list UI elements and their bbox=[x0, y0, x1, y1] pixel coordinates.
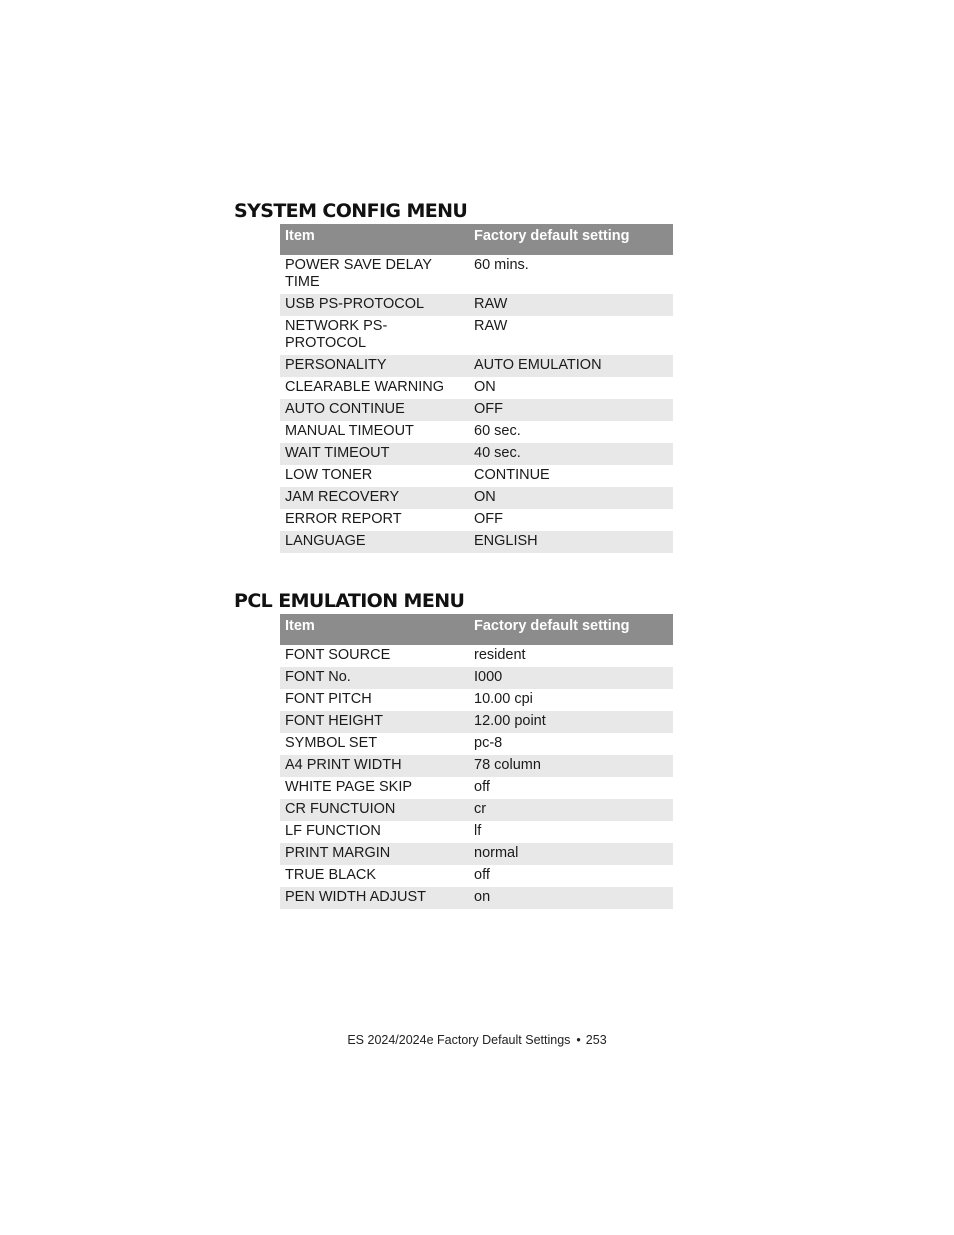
system-config-section bbox=[234, 198, 674, 553]
table-row bbox=[280, 255, 673, 294]
column-header-default: Factory default setting bbox=[469, 614, 673, 645]
setting-value-cell: on bbox=[469, 887, 673, 909]
setting-item-cell: FONT HEIGHT bbox=[280, 711, 469, 733]
setting-value-cell: ON bbox=[474, 379, 496, 395]
table-row bbox=[280, 645, 673, 667]
setting-item-cell: PEN WIDTH ADJUST bbox=[280, 887, 469, 909]
table-row bbox=[280, 377, 673, 399]
setting-value-cell: 60 sec. bbox=[474, 423, 521, 439]
pcl-emulation-section bbox=[234, 588, 674, 909]
table-row bbox=[280, 865, 673, 887]
footer-title: ES 2024/2024e Factory Default Settings bbox=[347, 1033, 571, 1047]
table-row bbox=[280, 316, 673, 355]
table-row bbox=[280, 821, 673, 843]
setting-item-cell: ERROR REPORT bbox=[285, 511, 402, 527]
setting-item-cell: CR FUNCTUION bbox=[280, 799, 469, 821]
column-header-default: Factory default setting bbox=[469, 224, 673, 255]
column-header-item: Item bbox=[280, 614, 469, 645]
table-row bbox=[280, 667, 673, 689]
setting-item-cell: POWER SAVE DELAY TIME bbox=[285, 257, 432, 290]
setting-value-cell: lf bbox=[474, 823, 482, 839]
setting-value-cell: RAW bbox=[474, 318, 508, 334]
table-row bbox=[280, 777, 673, 799]
table-row bbox=[280, 509, 673, 531]
setting-value-cell: cr bbox=[469, 799, 673, 821]
table-row bbox=[280, 755, 673, 777]
setting-value-cell: 78 column bbox=[469, 755, 673, 777]
page-footer bbox=[0, 1033, 954, 1047]
setting-item-cell: FONT SOURCE bbox=[285, 647, 391, 663]
table-row bbox=[280, 799, 673, 821]
setting-value-cell: pc-8 bbox=[474, 735, 503, 751]
setting-item-cell: A4 PRINT WIDTH bbox=[280, 755, 469, 777]
setting-value-cell: 12.00 point bbox=[469, 711, 673, 733]
table-header-row bbox=[280, 224, 673, 255]
setting-value-cell: OFF bbox=[469, 399, 673, 421]
table-row bbox=[280, 421, 673, 443]
table-row bbox=[280, 465, 673, 487]
setting-item-cell: FONT No. bbox=[280, 667, 469, 689]
setting-item-cell: FONT PITCH bbox=[285, 691, 372, 707]
table-row bbox=[280, 689, 673, 711]
setting-item-cell: PRINT MARGIN bbox=[280, 843, 469, 865]
setting-item-cell: CLEARABLE WARNING bbox=[285, 379, 444, 395]
setting-item-cell: NETWORK PS-PROTOCOL bbox=[285, 318, 388, 351]
table-row bbox=[280, 355, 673, 377]
table-row bbox=[280, 399, 673, 421]
setting-item-cell: WHITE PAGE SKIP bbox=[285, 779, 413, 795]
table-row bbox=[280, 531, 673, 553]
setting-value-cell: off bbox=[474, 867, 490, 883]
setting-item-cell: USB PS-PROTOCOL bbox=[280, 294, 469, 316]
setting-item-cell: SYMBOL SET bbox=[285, 735, 378, 751]
setting-item-cell: LANGUAGE bbox=[280, 531, 469, 553]
setting-item-cell: AUTO CONTINUE bbox=[280, 399, 469, 421]
setting-item-cell: JAM RECOVERY bbox=[280, 487, 469, 509]
table-row bbox=[280, 733, 673, 755]
table-row bbox=[280, 887, 673, 909]
system-config-table bbox=[280, 224, 673, 553]
setting-value-cell: RAW bbox=[469, 294, 673, 316]
table-row bbox=[280, 843, 673, 865]
setting-value-cell: 60 mins. bbox=[474, 257, 529, 273]
setting-value-cell: 10.00 cpi bbox=[474, 691, 533, 707]
page-number: 253 bbox=[585, 1033, 607, 1047]
section-title-pcl-emulation: PCL EMULATION MENU bbox=[234, 590, 465, 612]
setting-value-cell: ENGLISH bbox=[469, 531, 673, 553]
setting-item-cell: LOW TONER bbox=[285, 467, 373, 483]
setting-item-cell: PERSONALITY bbox=[280, 355, 469, 377]
setting-value-cell: ON bbox=[469, 487, 673, 509]
section-title-system-config: SYSTEM CONFIG MENU bbox=[234, 200, 468, 222]
setting-value-cell: resident bbox=[474, 647, 526, 663]
setting-item-cell: TRUE BLACK bbox=[285, 867, 377, 883]
setting-value-cell: 40 sec. bbox=[469, 443, 673, 465]
footer-separator: • bbox=[576, 1033, 581, 1047]
setting-item-cell: WAIT TIMEOUT bbox=[280, 443, 469, 465]
column-header-item: Item bbox=[280, 224, 469, 255]
setting-value-cell: I000 bbox=[469, 667, 673, 689]
table-row bbox=[280, 294, 673, 316]
setting-item-cell: LF FUNCTION bbox=[285, 823, 381, 839]
pcl-emulation-table bbox=[280, 614, 673, 909]
table-row bbox=[280, 711, 673, 733]
table-row bbox=[280, 487, 673, 509]
setting-value-cell: normal bbox=[469, 843, 673, 865]
table-row bbox=[280, 443, 673, 465]
table-header-row bbox=[280, 614, 673, 645]
setting-value-cell: CONTINUE bbox=[474, 467, 550, 483]
setting-value-cell: OFF bbox=[474, 511, 503, 527]
setting-value-cell: AUTO EMULATION bbox=[469, 355, 673, 377]
setting-value-cell: off bbox=[474, 779, 490, 795]
setting-item-cell: MANUAL TIMEOUT bbox=[285, 423, 414, 439]
